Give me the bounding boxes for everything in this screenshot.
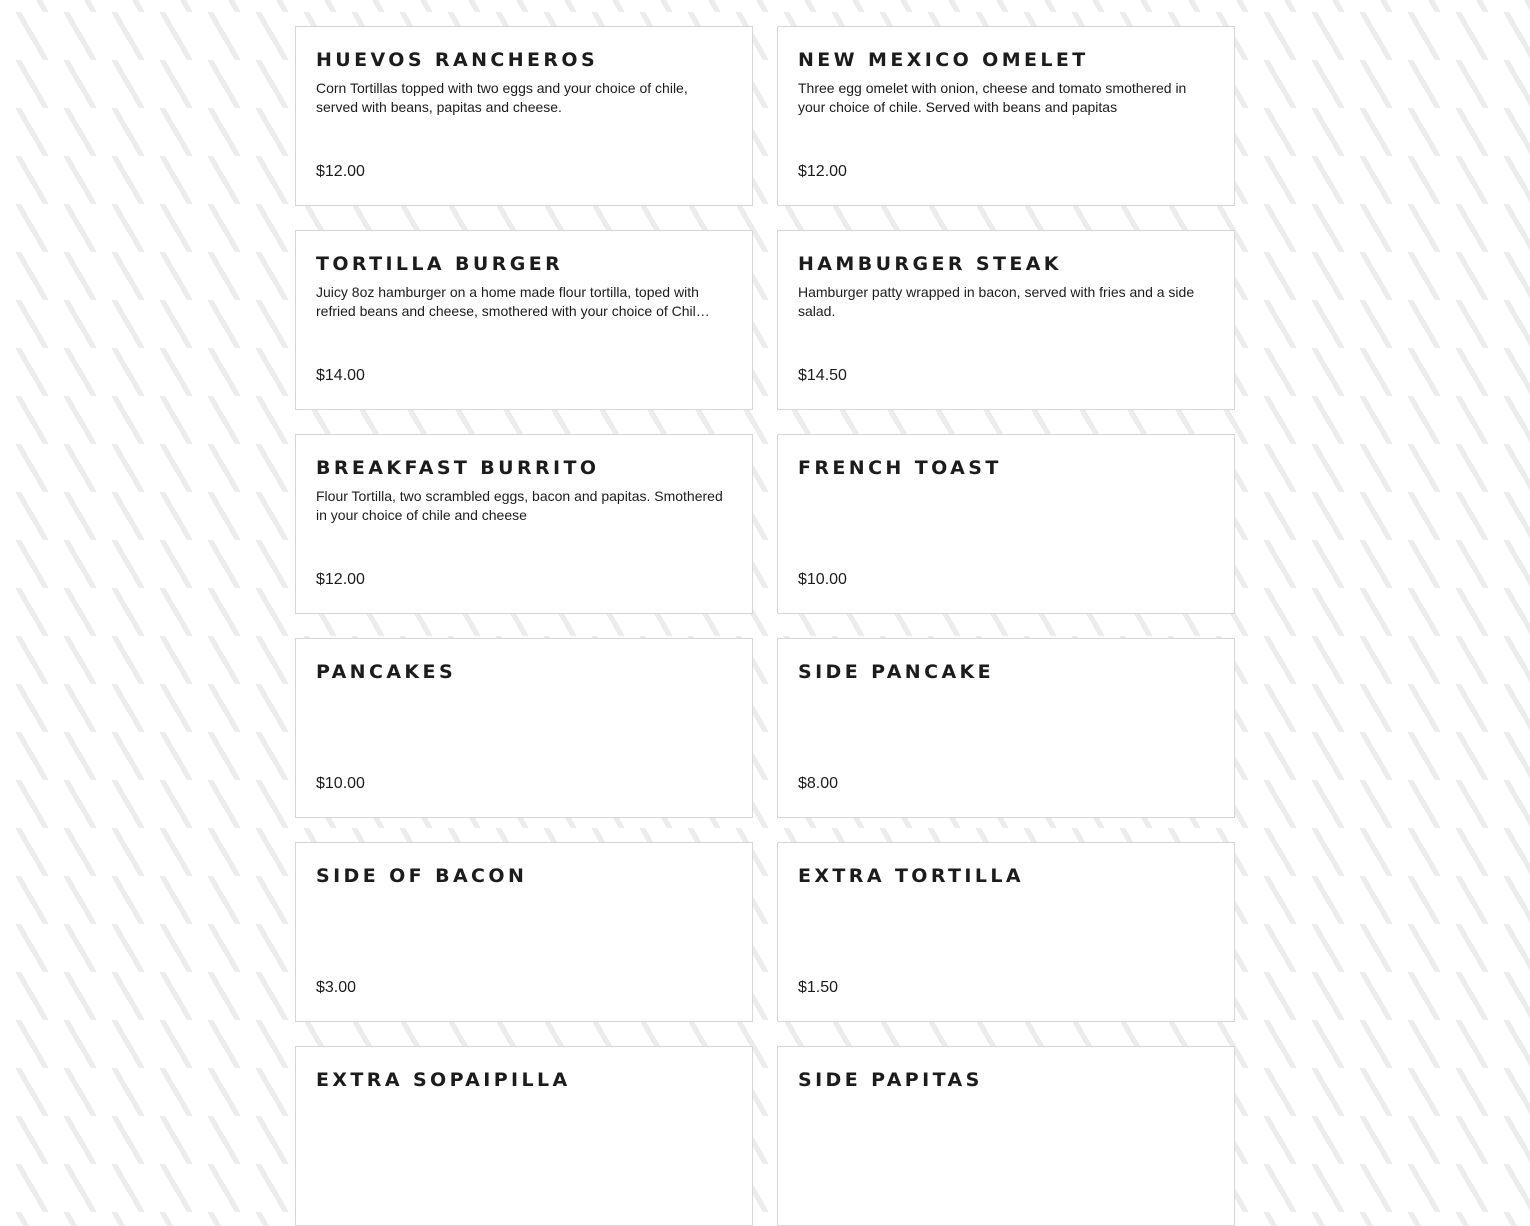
menu-item-price: $10.00 xyxy=(798,571,847,588)
menu-item-price: $14.50 xyxy=(798,367,847,384)
menu-item-description: Hamburger patty wrapped in bacon, served with fries and a side salad. xyxy=(798,284,1195,319)
menu-item-card[interactable] xyxy=(777,1046,1235,1226)
menu-item-price: $12.00 xyxy=(316,571,365,588)
menu-item-card[interactable] xyxy=(777,230,1235,410)
menu-item-title: BREAKFAST BURRITO xyxy=(316,457,600,479)
menu-item-description: Corn Tortillas topped with two eggs and your choice of chile, served with beans, papitas and cheese. xyxy=(316,80,688,115)
menu-item-title: FRENCH TOAST xyxy=(798,457,1002,479)
menu-item-title: HUEVOS RANCHEROS xyxy=(316,49,599,71)
menu-item-price: $10.00 xyxy=(316,775,365,792)
menu-item-description: Three egg omelet with onion, cheese and tomato smothered in your choice of chile. Served with beans and papitas xyxy=(798,80,1187,115)
menu-item-card[interactable] xyxy=(295,26,753,206)
menu-item-card[interactable] xyxy=(777,26,1235,206)
menu-item-price: $8.00 xyxy=(798,775,839,792)
menu-item-card[interactable] xyxy=(295,230,753,410)
menu-item-card[interactable] xyxy=(777,638,1235,818)
menu-item-price: $3.00 xyxy=(316,979,357,996)
menu-item-card[interactable] xyxy=(777,434,1235,614)
menu-item-title: PANCAKES xyxy=(316,661,457,683)
menu-item-card[interactable] xyxy=(295,1046,753,1226)
menu-item-title: SIDE PAPITAS xyxy=(798,1069,983,1091)
menu-item-title: EXTRA TORTILLA xyxy=(798,865,1024,887)
menu-item-title: SIDE PANCAKE xyxy=(798,661,995,683)
menu-item-price: $14.00 xyxy=(316,367,365,384)
menu-item-title: TORTILLA BURGER xyxy=(316,253,564,275)
menu-item-description: Juicy 8oz hamburger on a home made flour tortilla, toped with refried beans and cheese, smothered with your choice of Chil… xyxy=(316,284,710,319)
menu-item-card[interactable] xyxy=(295,638,753,818)
menu-item-card[interactable] xyxy=(295,434,753,614)
menu-grid xyxy=(295,26,1235,1226)
menu-item-price: $12.00 xyxy=(316,163,365,180)
menu-item-price: $12.00 xyxy=(798,163,847,180)
menu-item-card[interactable] xyxy=(295,842,753,1022)
menu-item-title: HAMBURGER STEAK xyxy=(798,253,1062,275)
menu-item-card[interactable] xyxy=(777,842,1235,1022)
menu-item-description: Flour Tortilla, two scrambled eggs, bacon and papitas. Smothered in your choice of chile and cheese xyxy=(316,488,723,523)
menu-item-title: NEW MEXICO OMELET xyxy=(798,49,1089,71)
menu-item-title: EXTRA SOPAIPILLA xyxy=(316,1069,571,1091)
menu-item-price: $1.50 xyxy=(798,979,839,996)
menu-item-title: SIDE OF BACON xyxy=(316,865,528,887)
